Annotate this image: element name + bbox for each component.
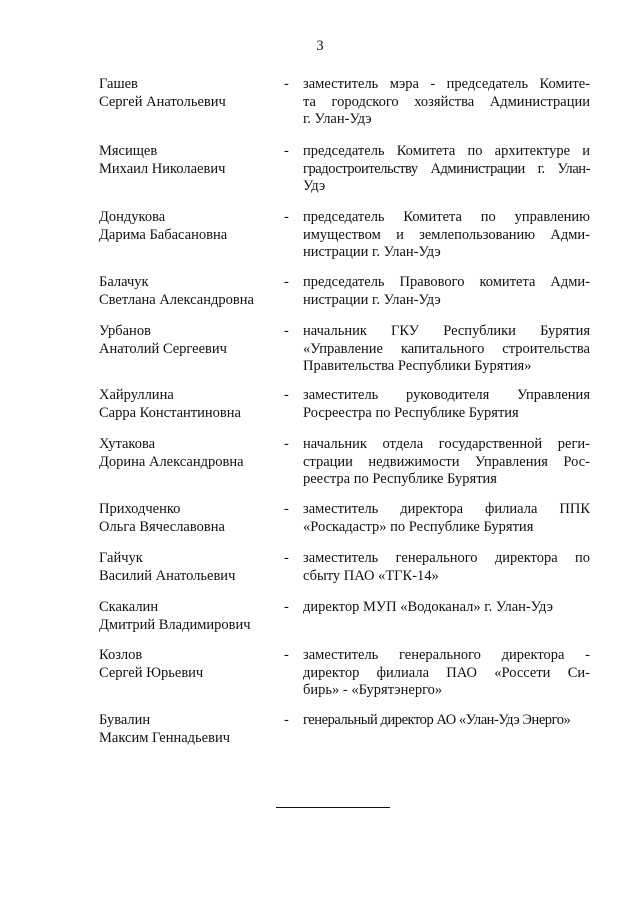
- given-names: Светлана Александровна: [99, 291, 254, 308]
- surname: Приходченко: [99, 501, 181, 517]
- surname: Мясищев: [99, 143, 158, 159]
- end-of-list-rule: [276, 807, 390, 808]
- position-title: [303, 501, 590, 536]
- position-line: г. Улан-Удэ: [303, 111, 372, 127]
- person-name: [99, 323, 284, 358]
- position-line: заместитель генерального директора по: [303, 550, 590, 566]
- separator-dash: -: [284, 501, 289, 517]
- separator-dash: -: [284, 712, 289, 728]
- separator-dash: -: [284, 436, 289, 452]
- position-line: «Управление капитального строительства: [303, 340, 590, 357]
- surname: Балачук: [99, 274, 149, 290]
- person-name: [99, 209, 284, 244]
- position-line: заместитель директора филиала ППК: [303, 501, 590, 517]
- roster-entry: [99, 712, 590, 747]
- separator-dash: -: [284, 209, 289, 225]
- position-line: Правительства Республики Бурятия»: [303, 358, 532, 374]
- position-title: [303, 274, 590, 309]
- roster-entry: [99, 550, 590, 585]
- person-name: [99, 76, 284, 111]
- given-names: Максим Геннадьевич: [99, 729, 231, 746]
- person-name: [99, 599, 284, 634]
- position-line: генеральный директор АО «Улан-Удэ Энерго»: [303, 712, 571, 728]
- position-line: директор МУП «Водоканал» г. Улан-Удэ: [303, 599, 553, 615]
- roster-entry: [99, 323, 590, 376]
- position-line: «Роскадастр» по Республике Бурятия: [303, 518, 534, 535]
- person-name: [99, 501, 284, 536]
- separator-dash: -: [284, 550, 289, 566]
- roster-entry: [99, 76, 590, 129]
- position-line: Росреестра по Республике Бурятия: [303, 404, 519, 421]
- roster-entry: [99, 436, 590, 489]
- position-line: заместитель руководителя Управления: [303, 387, 590, 403]
- given-names: Сарра Константиновна: [99, 404, 241, 421]
- position-title: [303, 712, 590, 730]
- person-name: [99, 550, 284, 585]
- position-line: заместитель мэра - председатель Комите-: [303, 76, 590, 92]
- position-line: та городского хозяйства Администрации: [303, 93, 590, 110]
- position-title: [303, 209, 590, 262]
- given-names: Ольга Вячеславовна: [99, 518, 225, 535]
- position-line: бирь» - «Бурятэнерго»: [303, 682, 443, 698]
- surname: Скакалин: [99, 599, 159, 615]
- position-title: [303, 647, 590, 700]
- position-line: страции недвижимости Управления Рос-: [303, 453, 590, 470]
- surname: Гайчук: [99, 550, 143, 566]
- separator-dash: -: [284, 274, 289, 290]
- given-names: Дарима Бабасановна: [99, 226, 228, 243]
- person-name: [99, 143, 284, 178]
- surname: Урбанов: [99, 323, 151, 339]
- page-number: 3: [316, 38, 324, 54]
- position-title: [303, 76, 590, 129]
- position-line: имуществом и землепользованию Адми-: [303, 226, 590, 243]
- position-title: [303, 436, 590, 489]
- position-title: [303, 323, 590, 376]
- roster-entry: [99, 209, 590, 262]
- position-line: председатель Комитета по управлению: [303, 209, 590, 225]
- position-title: [303, 387, 590, 422]
- roster-entry: [99, 501, 590, 536]
- person-name: [99, 712, 284, 747]
- given-names: Михаил Николаевич: [99, 160, 226, 177]
- position-line: председатель Правового комитета Адми-: [303, 274, 590, 290]
- position-line: директор филиала ПАО «Россети Си-: [303, 664, 590, 681]
- given-names: Анатолий Сергеевич: [99, 340, 227, 357]
- position-title: [303, 599, 590, 617]
- separator-dash: -: [284, 599, 289, 615]
- roster-entry: [99, 387, 590, 422]
- separator-dash: -: [284, 76, 289, 92]
- given-names: Сергей Юрьевич: [99, 664, 204, 681]
- surname: Дондукова: [99, 209, 166, 225]
- position-line: градостроительству Администрации г. Улан-: [303, 160, 590, 177]
- separator-dash: -: [284, 143, 289, 159]
- position-line: Удэ: [303, 178, 326, 194]
- surname: Хайруллина: [99, 387, 174, 403]
- given-names: Сергей Анатольевич: [99, 93, 226, 110]
- separator-dash: -: [284, 323, 289, 339]
- roster-entry: [99, 143, 590, 196]
- person-name: [99, 387, 284, 422]
- given-names: Дорина Александровна: [99, 453, 244, 470]
- given-names: Василий Анатольевич: [99, 567, 236, 584]
- person-name: [99, 436, 284, 471]
- position-line: реестра по Республике Бурятия: [303, 471, 497, 487]
- surname: Хутакова: [99, 436, 156, 452]
- given-names: Дмитрий Владимирович: [99, 616, 251, 633]
- position-line: нистрации г. Улан-Удэ: [303, 244, 441, 260]
- surname: Гашев: [99, 76, 138, 92]
- person-name: [99, 274, 284, 309]
- position-line: нистрации г. Улан-Удэ: [303, 291, 441, 308]
- surname: Козлов: [99, 647, 143, 663]
- position-line: начальник отдела государственной реги-: [303, 436, 590, 452]
- position-line: начальник ГКУ Республики Бурятия: [303, 323, 590, 339]
- roster-entry: [99, 599, 590, 634]
- position-title: [303, 550, 590, 585]
- roster-entry: [99, 647, 590, 700]
- person-name: [99, 647, 284, 682]
- position-line: сбыту ПАО «ТГК-14»: [303, 567, 439, 584]
- roster-entry: [99, 274, 590, 309]
- separator-dash: -: [284, 647, 289, 663]
- position-line: председатель Комитета по архитектуре и: [303, 143, 590, 159]
- position-title: [303, 143, 590, 196]
- surname: Бувалин: [99, 712, 151, 728]
- separator-dash: -: [284, 387, 289, 403]
- position-line: заместитель генерального директора -: [303, 647, 590, 663]
